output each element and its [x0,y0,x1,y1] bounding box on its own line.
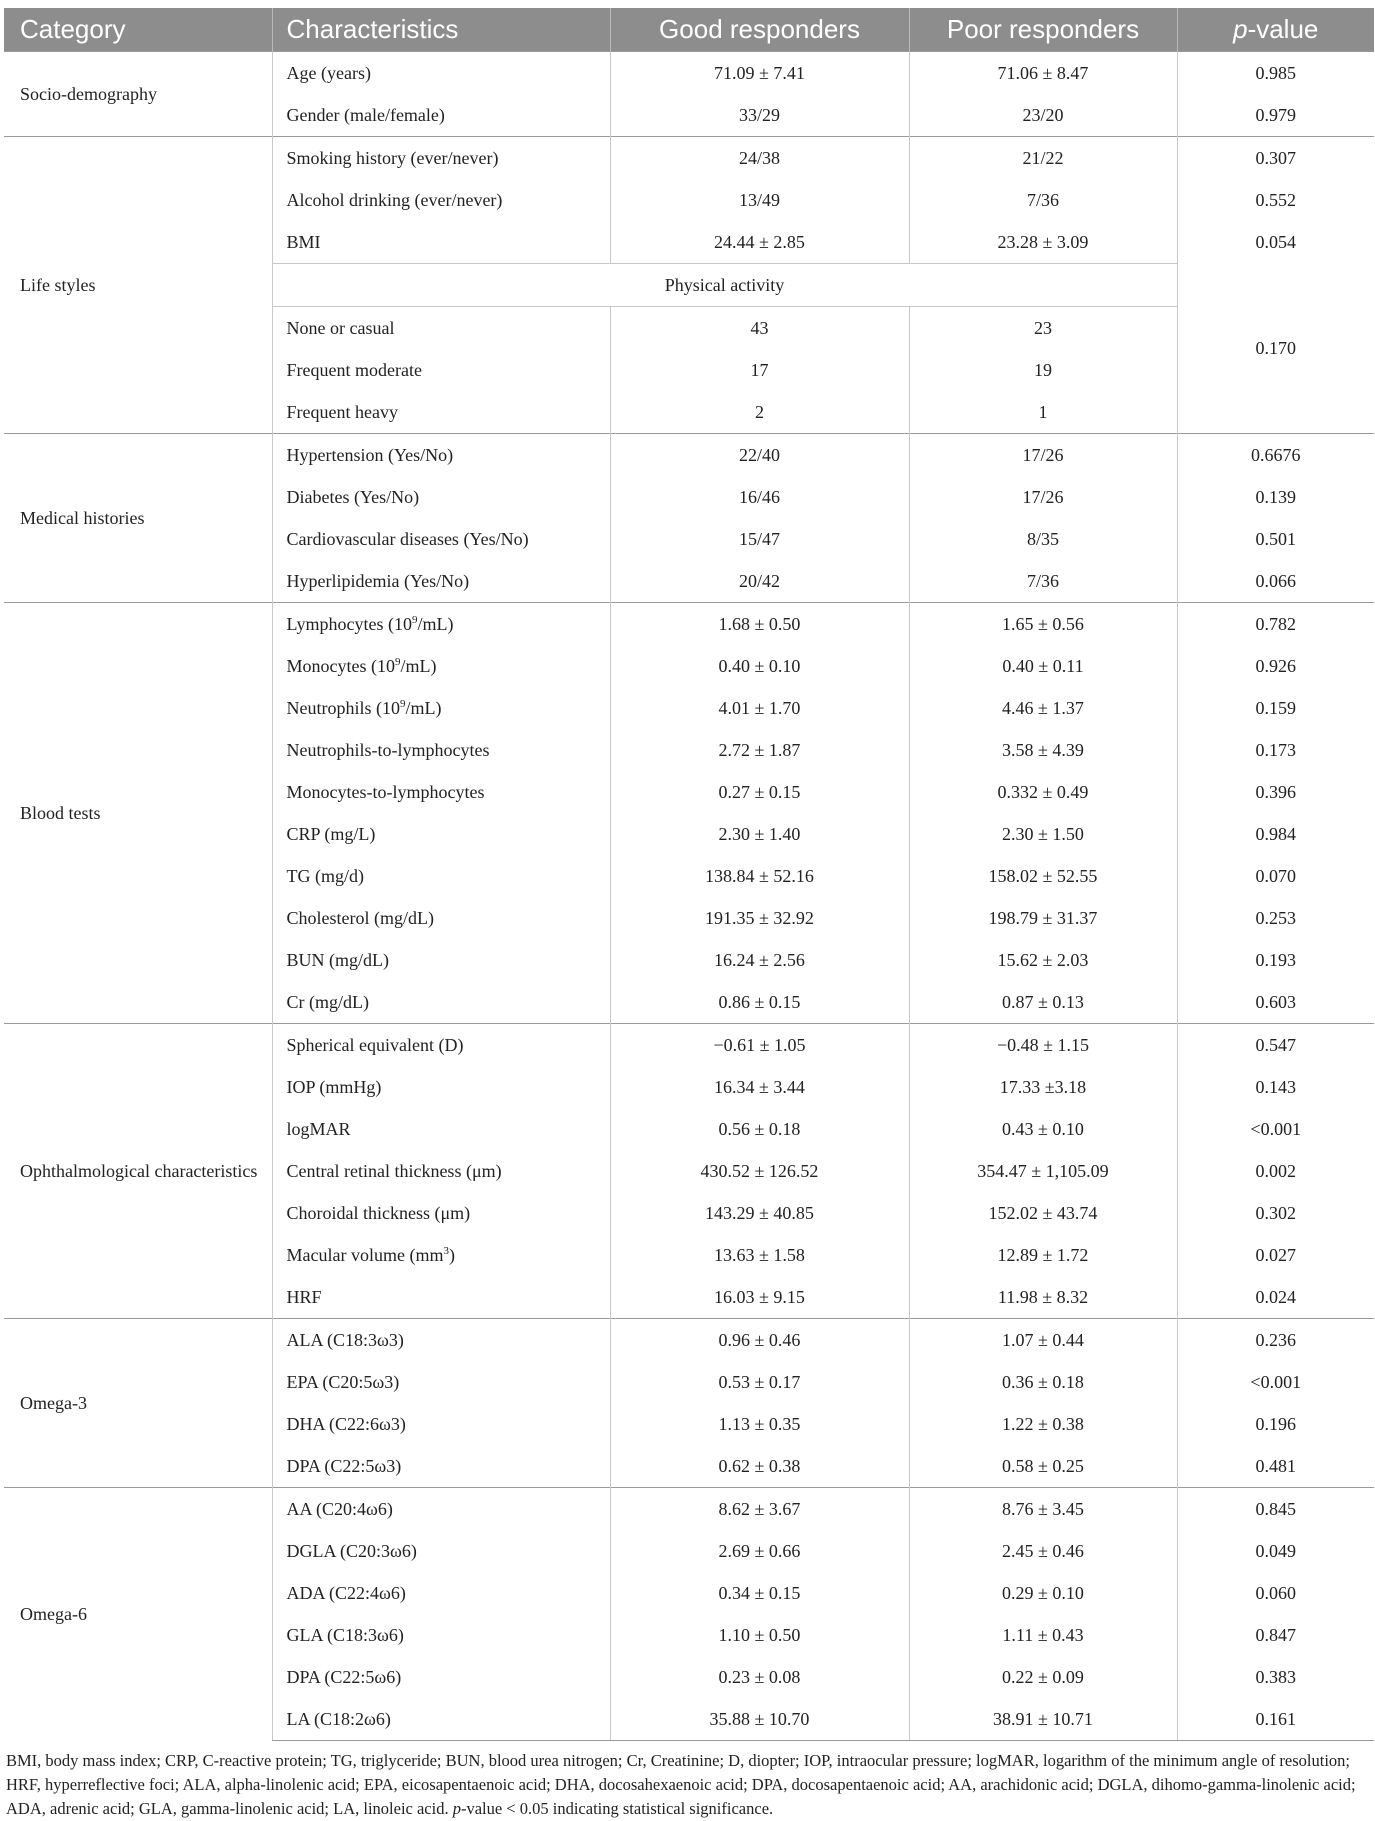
p-value: 0.070 [1177,855,1374,897]
poor-value: 354.47 ± 1,105.09 [909,1150,1177,1192]
row-label: Frequent heavy [272,391,610,434]
good-value: 1.13 ± 0.35 [610,1403,909,1445]
p-value: 0.979 [1177,94,1374,137]
good-value: 35.88 ± 10.70 [610,1698,909,1741]
good-value: 13.63 ± 1.58 [610,1234,909,1276]
poor-value: 1.22 ± 0.38 [909,1403,1177,1445]
row-label: Smoking history (ever/never) [272,137,610,180]
good-value: 24.44 ± 2.85 [610,221,909,264]
row-label: IOP (mmHg) [272,1066,610,1108]
row-label: HRF [272,1276,610,1319]
p-value: 0.302 [1177,1192,1374,1234]
poor-value: 0.40 ± 0.11 [909,645,1177,687]
poor-value: 2.45 ± 0.46 [909,1530,1177,1572]
good-value: 13/49 [610,179,909,221]
poor-value: 158.02 ± 52.55 [909,855,1177,897]
poor-value: 0.43 ± 0.10 [909,1108,1177,1150]
p-value: 0.193 [1177,939,1374,981]
p-value: 0.307 [1177,137,1374,180]
characteristics-table [4,8,1374,1741]
table-row [4,137,1374,180]
good-value: 1.68 ± 0.50 [610,603,909,646]
poor-value: 15.62 ± 2.03 [909,939,1177,981]
table-row [4,603,1374,646]
poor-value: 17.33 ±3.18 [909,1066,1177,1108]
poor-value: 38.91 ± 10.71 [909,1698,1177,1741]
row-label: DGLA (C20:3ω6) [272,1530,610,1572]
row-label: Hyperlipidemia (Yes/No) [272,560,610,603]
good-value: 191.35 ± 32.92 [610,897,909,939]
row-label: DPA (C22:5ω3) [272,1445,610,1488]
poor-value: 1 [909,391,1177,434]
p-value: 0.236 [1177,1319,1374,1362]
poor-value: 23.28 ± 3.09 [909,221,1177,264]
row-label: Cardiovascular diseases (Yes/No) [272,518,610,560]
p-value: 0.139 [1177,476,1374,518]
row-label: Age (years) [272,52,610,95]
poor-value: 198.79 ± 31.37 [909,897,1177,939]
p-value: 0.049 [1177,1530,1374,1572]
row-label: BMI [272,221,610,264]
poor-value: 0.36 ± 0.18 [909,1361,1177,1403]
p-value: 0.024 [1177,1276,1374,1319]
row-label: AA (C20:4ω6) [272,1488,610,1531]
good-value: 2 [610,391,909,434]
category-blood-tests: Blood tests [4,603,272,1024]
table-header-row [4,8,1374,52]
row-label: Neutrophils $(10^9/mL)$ [272,687,610,729]
good-value: 2.72 ± 1.87 [610,729,909,771]
p-value: 0.143 [1177,1066,1374,1108]
row-label: Choroidal thickness (μm) [272,1192,610,1234]
table-row [4,52,1374,95]
row-label: BUN (mg/dL) [272,939,610,981]
p-value: 0.501 [1177,518,1374,560]
table-row [4,1319,1374,1362]
row-label: GLA (C18:3ω6) [272,1614,610,1656]
poor-value: 12.89 ± 1.72 [909,1234,1177,1276]
good-value: 0.96 ± 0.46 [610,1319,909,1362]
p-value: 0.253 [1177,897,1374,939]
p-value: 0.002 [1177,1150,1374,1192]
row-label: DHA (C22:6ω3) [272,1403,610,1445]
p-value: <0.001 [1177,1108,1374,1150]
poor-value: 23/20 [909,94,1177,137]
good-value: 2.30 ± 1.40 [610,813,909,855]
row-label: ADA (C22:4ω6) [272,1572,610,1614]
good-value: 16/46 [610,476,909,518]
row-label: Gender (male/female) [272,94,610,137]
good-value: 20/42 [610,560,909,603]
p-value: 0.173 [1177,729,1374,771]
p-value: <0.001 [1177,1361,1374,1403]
good-value: 0.62 ± 0.38 [610,1445,909,1488]
poor-value: 0.332 ± 0.49 [909,771,1177,813]
category-medical-histories: Medical histories [4,434,272,603]
table-footnote: BMI, body mass index; CRP, C-reactive protein; TG, triglyceride; BUN, blood urea nitrogen; Cr, Creatinine; D, diopter; IOP, intraocular pressure; logMAR, logarithm of the minimum angle of resolution; HRF, hyperreflective foci; ALA, alpha-linolenic acid; EPA, eicosapentaenoic acid; DHA, docosahexaenoic acid; DPA, docosapentaenoic acid; AA, arachidonic acid; DGLA, dihomo-gamma-linolenic acid; ADA, adrenic acid; GLA, gamma-linolenic acid; LA, linoleic acid. p-value < 0.05 indicating statistical significance. [6,1751,1356,1818]
p-value: 0.196 [1177,1403,1374,1445]
row-label: Monocytes-to-lymphocytes [272,771,610,813]
p-value: 0.060 [1177,1572,1374,1614]
good-value: 2.69 ± 0.66 [610,1530,909,1572]
p-value: 0.161 [1177,1698,1374,1741]
good-value: 22/40 [610,434,909,477]
row-label: Macular volume $(mm^3)$ [272,1234,610,1276]
p-value: 0.054 [1177,221,1374,264]
good-value: 1.10 ± 0.50 [610,1614,909,1656]
poor-value: 4.46 ± 1.37 [909,687,1177,729]
category-omega-6: Omega-6 [4,1488,272,1741]
p-value: 0.383 [1177,1656,1374,1698]
poor-value: 17/26 [909,476,1177,518]
good-value: 16.34 ± 3.44 [610,1066,909,1108]
row-label: Hypertension (Yes/No) [272,434,610,477]
table-row [4,434,1374,477]
good-value: 8.62 ± 3.67 [610,1488,909,1531]
row-label: logMAR [272,1108,610,1150]
poor-value: 8.76 ± 3.45 [909,1488,1177,1531]
p-value: 0.845 [1177,1488,1374,1531]
poor-value: 71.06 ± 8.47 [909,52,1177,95]
category-ophthalmological: Ophthalmological characteristics [4,1024,272,1319]
poor-value: 0.58 ± 0.25 [909,1445,1177,1488]
p-value: 0.847 [1177,1614,1374,1656]
header-p-value: p-value [1177,8,1374,52]
physical-activity-subheader: Physical activity [272,264,1177,307]
row-label: None or casual [272,307,610,350]
row-label: EPA (C20:5ω3) [272,1361,610,1403]
good-value: 24/38 [610,137,909,180]
p-value: 0.481 [1177,1445,1374,1488]
poor-value: 11.98 ± 8.32 [909,1276,1177,1319]
table-row [4,1488,1374,1531]
good-value: 143.29 ± 40.85 [610,1192,909,1234]
row-label: CRP (mg/L) [272,813,610,855]
good-value: 16.24 ± 2.56 [610,939,909,981]
good-value: 17 [610,349,909,391]
header-characteristics: Characteristics [272,8,610,52]
good-value: 0.86 ± 0.15 [610,981,909,1024]
poor-value: 17/26 [909,434,1177,477]
good-value: 15/47 [610,518,909,560]
poor-value: 0.29 ± 0.10 [909,1572,1177,1614]
row-label: ALA (C18:3ω3) [272,1319,610,1362]
header-category: Category [4,8,272,52]
p-value: 0.985 [1177,52,1374,95]
row-label: TG (mg/d) [272,855,610,897]
good-value: 0.56 ± 0.18 [610,1108,909,1150]
category-socio-demography: Socio-demography [4,52,272,137]
good-value: −0.61 ± 1.05 [610,1024,909,1067]
row-label: Cr (mg/dL) [272,981,610,1024]
good-value: 43 [610,307,909,350]
p-value: 0.159 [1177,687,1374,729]
poor-value: 7/36 [909,179,1177,221]
row-label: Neutrophils-to-lymphocytes [272,729,610,771]
p-value: 0.170 [1177,264,1374,434]
category-omega-3: Omega-3 [4,1319,272,1488]
row-label: Spherical equivalent (D) [272,1024,610,1067]
poor-value: 0.87 ± 0.13 [909,981,1177,1024]
header-poor-responders: Poor responders [909,8,1177,52]
row-label: Lymphocytes $(10^9/mL)$ [272,603,610,646]
poor-value: 7/36 [909,560,1177,603]
category-life-styles: Life styles [4,137,272,434]
row-label: DPA (C22:5ω6) [272,1656,610,1698]
row-label: Cholesterol (mg/dL) [272,897,610,939]
poor-value: 23 [909,307,1177,350]
table-row [4,1024,1374,1067]
poor-value: 8/35 [909,518,1177,560]
good-value: 4.01 ± 1.70 [610,687,909,729]
good-value: 16.03 ± 9.15 [610,1276,909,1319]
row-label: LA (C18:2ω6) [272,1698,610,1741]
row-label: Alcohol drinking (ever/never) [272,179,610,221]
header-good-responders: Good responders [610,8,909,52]
poor-value: 19 [909,349,1177,391]
good-value: 33/29 [610,94,909,137]
p-value: 0.552 [1177,179,1374,221]
p-value: 0.6676 [1177,434,1374,477]
row-label: Frequent moderate [272,349,610,391]
poor-value: 1.65 ± 0.56 [909,603,1177,646]
p-value: 0.603 [1177,981,1374,1024]
poor-value: 1.11 ± 0.43 [909,1614,1177,1656]
p-value: 0.926 [1177,645,1374,687]
p-value: 0.547 [1177,1024,1374,1067]
good-value: 0.53 ± 0.17 [610,1361,909,1403]
good-value: 430.52 ± 126.52 [610,1150,909,1192]
p-value: 0.396 [1177,771,1374,813]
p-value: 0.984 [1177,813,1374,855]
p-value: 0.782 [1177,603,1374,646]
poor-value: 1.07 ± 0.44 [909,1319,1177,1362]
p-value: 0.066 [1177,560,1374,603]
row-label: Monocytes $(10^9/mL)$ [272,645,610,687]
good-value: 0.23 ± 0.08 [610,1656,909,1698]
poor-value: 3.58 ± 4.39 [909,729,1177,771]
poor-value: −0.48 ± 1.15 [909,1024,1177,1067]
good-value: 0.40 ± 0.10 [610,645,909,687]
row-label: Central retinal thickness (μm) [272,1150,610,1192]
poor-value: 0.22 ± 0.09 [909,1656,1177,1698]
poor-value: 152.02 ± 43.74 [909,1192,1177,1234]
poor-value: 21/22 [909,137,1177,180]
good-value: 0.27 ± 0.15 [610,771,909,813]
row-label: Diabetes (Yes/No) [272,476,610,518]
good-value: 71.09 ± 7.41 [610,52,909,95]
good-value: 138.84 ± 52.16 [610,855,909,897]
poor-value: 2.30 ± 1.50 [909,813,1177,855]
p-value: 0.027 [1177,1234,1374,1276]
good-value: 0.34 ± 0.15 [610,1572,909,1614]
